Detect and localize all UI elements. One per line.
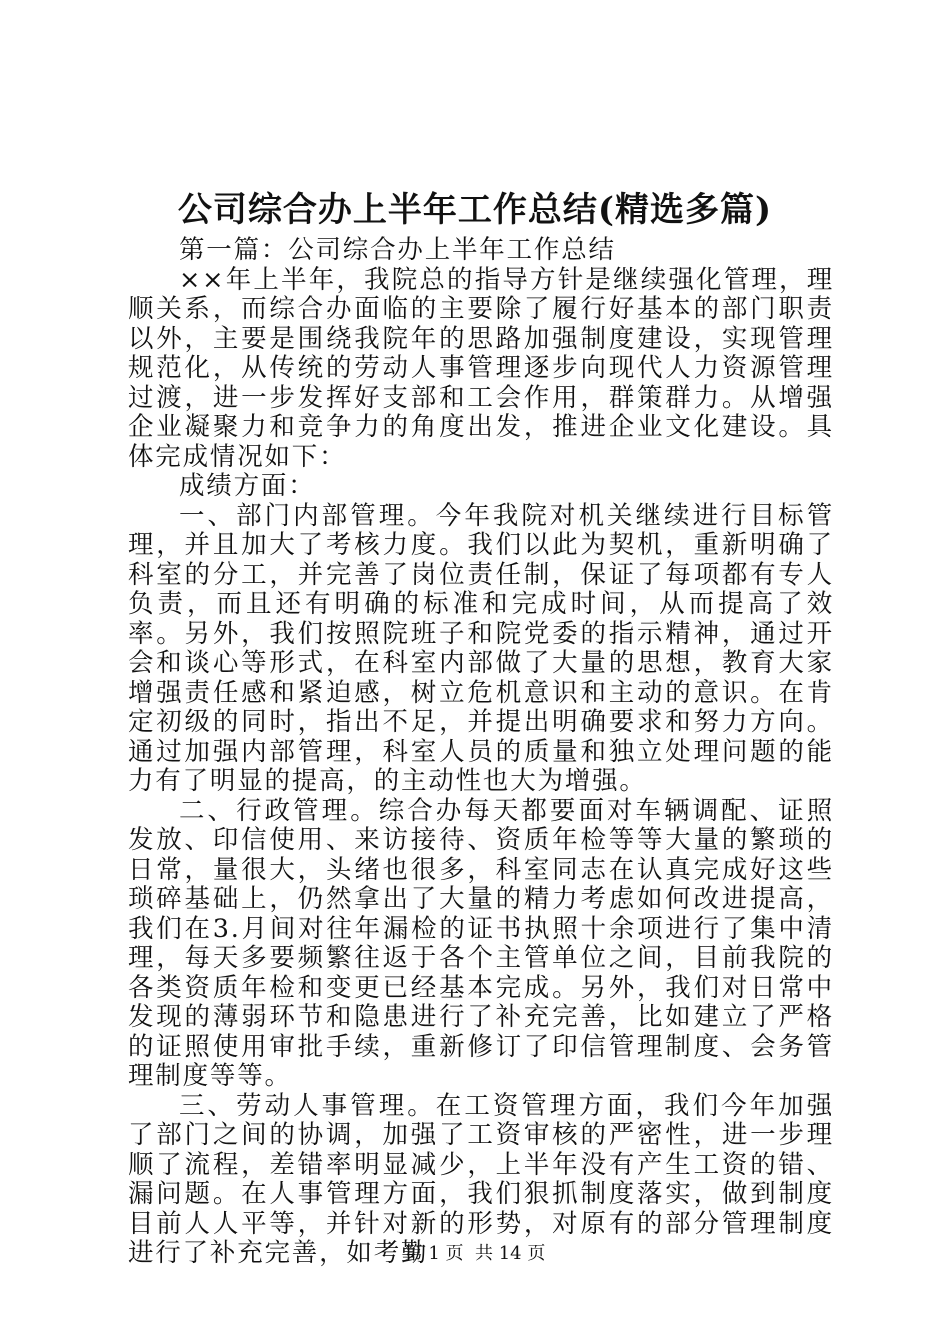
paragraph-administration: 二、行政管理。综合办每天都要面对车辆调配、证照发放、印信使用、来访接待、资质年检等等大量的繁琐的日常，量很大，头绪也很多，科室同志在认真完成好这些琐碎基础上，仍然拿出了大量的精力考虑如何改进提高，我们在3.月间对往年漏检的证书执照十余项进行了集中清理，每天多要频繁往返于各个主管单位之间，目前我院的各类资质年检和变更已经基本完成。另外，我们对日常中发现的薄弱环节和隐患进行了补充完善，比如建立了严格的证照使用审批手续，重新修订了印信管理制度、会务管理制度等等。: [128, 795, 834, 1091]
paragraph-personnel: 三、劳动人事管理。在工资管理方面，我们今年加强了部门之间的协调，加强了工资审核的严密性，进一步理顺了流程，差错率明显减少，上半年没有产生工资的错、漏问题。在人事管理方面，我们狠抓制度落实，做到制度目前人人平等，并针对新的形势，对原有的部分管理制度进行了补充完善，如考勤: [128, 1090, 834, 1268]
section-heading: 第一篇：公司综合办上半年工作总结: [179, 235, 616, 265]
document-title: 公司综合办上半年工作总结(精选多篇): [177, 190, 773, 230]
page-footer: [0, 1242, 950, 1266]
paragraph-achievements-heading: 成绩方面：: [179, 471, 316, 501]
paragraph-internal-management: 一、部门内部管理。今年我院对机关继续进行目标管理，并且加大了考核力度。我们以此为契机，重新明确了科室的分工，并完善了岗位责任制，保证了每项都有专人负责，而且还有明确的标准和完成时间，从而提高了效率。另外，我们按照院班子和院党委的指示精神，通过开会和谈心等形式，在科室内部做了大量的思想，教育大家增强责任感和紧迫感，树立危机意识和主动的意识。在肯定初级的同时，指出不足，并提出明确要求和努力方向。通过加强内部管理，科室人员的质量和独立处理问题的能力有了明显的提高，的主动性也大为增强。: [128, 500, 834, 796]
document-body: [128, 236, 834, 1269]
page-number: 第 1 页 共 14 页: [404, 1243, 546, 1264]
paragraph-intro: ××年上半年，我院总的指导方针是继续强化管理，理顺关系，而综合办面临的主要除了履行好基本的部门职责以外，主要是围绕我院年的思路加强制度建设，实现管理规范化，从传统的劳动人事管理逐步向现代人力资源管理过渡，进一步发挥好支部和工会作用，群策群力。从增强企业凝聚力和竞争力的角度出发，推进企业文化建设。具体完成情况如下：: [128, 264, 834, 472]
